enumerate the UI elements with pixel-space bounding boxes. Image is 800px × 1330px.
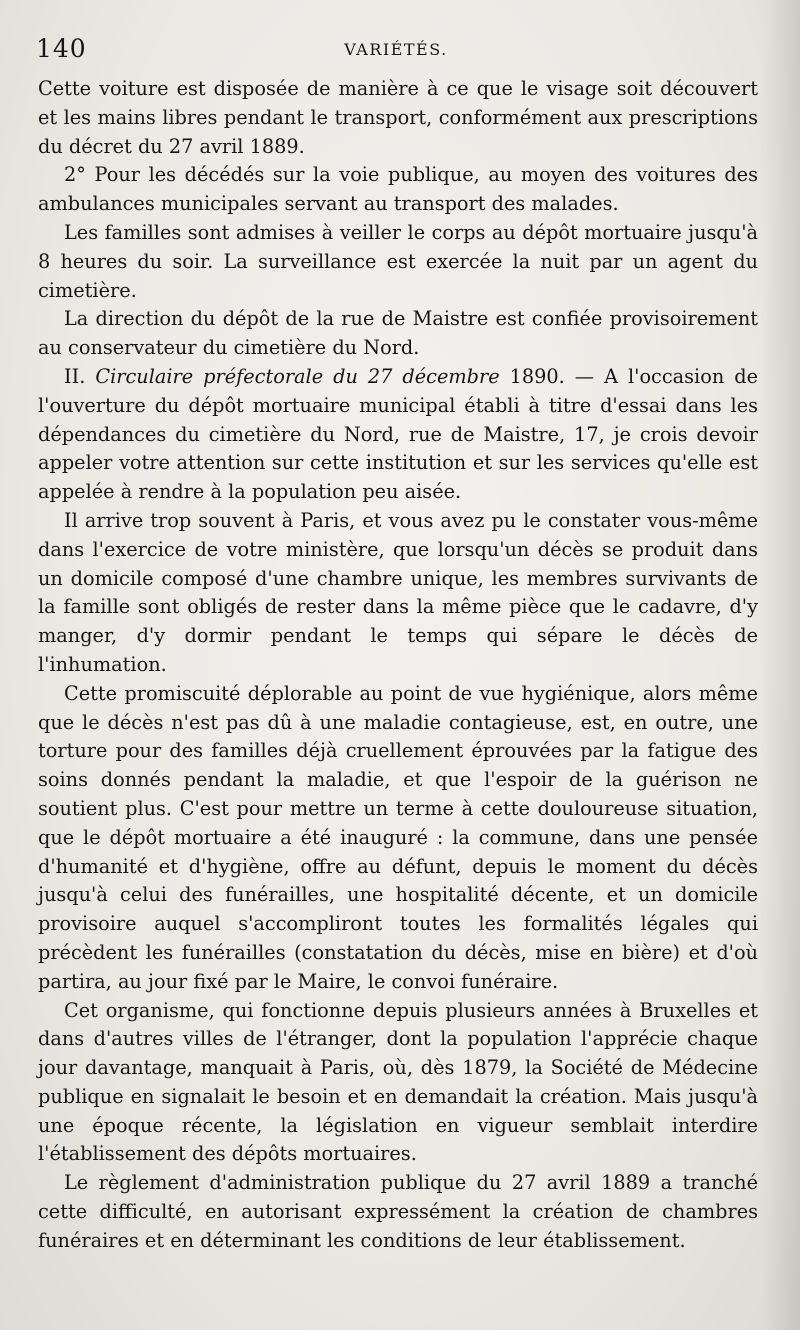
paragraph-vehicle-description: Cette voiture est disposée de manière à ce que le visage soit découvert et les mains libres pendant le transport, conformément aux prescriptions du décret du 27 avril 1889.: [38, 77, 758, 158]
paragraph-depot-direction: La direction du dépôt de la rue de Maistre est confiée provisoirement au conservateur du cimetière du Nord.: [38, 307, 758, 360]
running-title: VARIÉTÉS.: [344, 40, 448, 59]
page-edge-shadow: [760, 0, 800, 1330]
body-text: [38, 75, 758, 1256]
paragraph-single-room: Il arrive trop souvent à Paris, et vous avez pu le constater vous-même dans l'exercice de votre ministère, que lorsqu'un décès se produit dans un domicile composé d'une chambre unique, les membres survivants de la famille sont obligés de rester dans la même pièce que le cadavre, d'y manger, d'y dormir pendant le temps qui sépare le décès de l'inhumation.: [38, 508, 758, 676]
circular-reference: Circulaire préfectorale du 27 décembre: [95, 364, 500, 388]
paragraph-circular: [38, 363, 758, 507]
paragraph-public-road-deaths: 2° Pour les décédés sur la voie publique, au moyen des voitures des ambulances municipales servant au transport des malades.: [38, 163, 758, 216]
page-number: 140: [36, 34, 87, 63]
circular-number: II.: [64, 364, 96, 388]
paragraph-family-vigil: Les familles sont admises à veiller le corps au dépôt mortuaire jusqu'à 8 heures du soir. La surveillance est exercée la nuit par un agent du cimetière.: [38, 220, 758, 302]
paragraph-brussels: Cet organisme, qui fonctionne depuis plusieurs années à Bruxelles et dans d'autres villes de l'étranger, dont la population l'apprécie chaque jour davantage, manquait à Paris, où, dès 1879, la Société de Médecine publique en signalait le besoin et en demandait la création. Mais jusqu'à une époque récente, la législation en vigueur semblait interdire l'établissement des dépôts mortuaires.: [38, 998, 758, 1166]
running-head: [36, 34, 756, 64]
paragraph-regulation: Le règlement d'administration publique du 27 avril 1889 a tranché cette difficulté, en autorisant expressément la création de chambres funéraires et en déterminant les conditions de leur établissement.: [38, 1171, 758, 1252]
paragraph-promiscuity: Cette promiscuité déplorable au point de vue hygiénique, alors même que le décès n'est pas dû à une maladie contagieuse, est, en outre, une torture pour des familles déjà cruellement éprouvées par la fatigue des soins donnés pendant la maladie, et que l'espoir de la guérison ne soutient plus. C'est pour mettre un terme à cette douloureuse situation, que le dépôt mortuaire a été inauguré : la commune, dans une pensée d'humanité et d'hygiène, offre au défunt, depuis le moment du décès jusqu'à celui des funérailles, une hospitalité décente, et un domicile provisoire auquel s'accompliront toutes les formalités légales qui précèdent les funérailles (constatation du décès, mise en bière) et d'où partira, au jour fixé par le Maire, le convoi funéraire.: [38, 681, 758, 993]
circular-text: 1890. — A l'occasion de l'ouverture du dépôt mortuaire municipal établi à titre d'essai dans les dépendances du cimetière du Nord, rue de Maistre, 17, je crois devoir appeler votre attention sur cette institution et sur les services qu'elle est appelée à rendre à la population peu aisée.: [38, 364, 758, 504]
